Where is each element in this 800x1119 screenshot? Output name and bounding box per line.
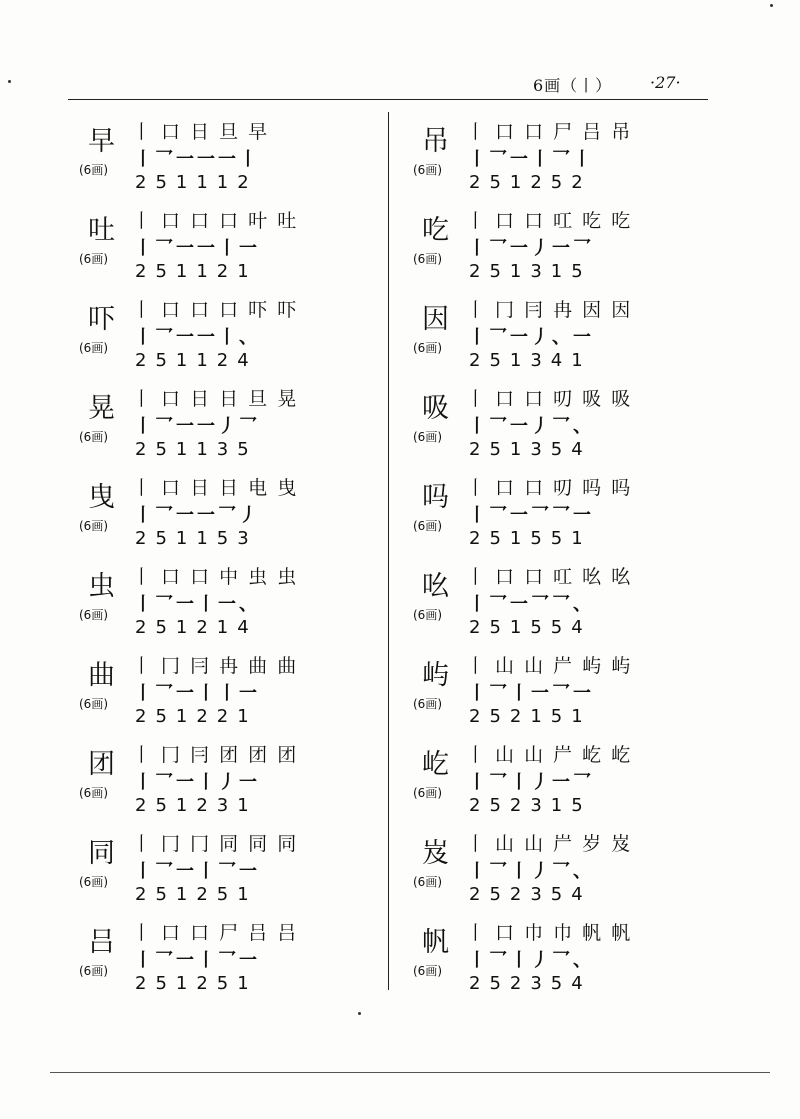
left-column <box>70 0 400 1119</box>
stroke-code: 251221 <box>135 706 258 727</box>
stroke-code: 251315 <box>469 261 592 282</box>
headword: 晃 <box>88 393 115 424</box>
char-entry <box>404 384 734 472</box>
stroke-sequence: 丨乛丨一乛一 <box>468 683 594 704</box>
stroke-progression: 丨 口 口 叿 吆 吆 <box>466 566 633 588</box>
stroke-code: 251341 <box>469 350 592 371</box>
stroke-sequence: 丨乛一丿乛、 <box>468 416 594 437</box>
stroke-count: (6画) <box>79 697 108 711</box>
char-entry <box>404 473 734 561</box>
stroke-sequence: 丨乛一丨乛一 <box>134 861 260 882</box>
stroke-count: (6画) <box>79 252 108 266</box>
stroke-sequence: 丨乛一丨丿一 <box>134 772 260 793</box>
headword: 吊 <box>422 126 449 157</box>
stroke-progression: 丨 山 山 屵 屿 屿 <box>466 655 633 677</box>
stroke-code: 251153 <box>135 528 258 549</box>
char-entry <box>404 651 734 739</box>
headword: 吐 <box>88 215 115 246</box>
char-entry <box>70 651 400 739</box>
char-entry <box>404 740 734 828</box>
stroke-progression: 丨 口 口 中 虫 虫 <box>132 566 299 588</box>
stroke-progression: 丨 口 日 日 旦 晃 <box>132 388 299 410</box>
stroke-progression: 丨 口 日 日 电 曳 <box>132 477 299 499</box>
stroke-sequence: 丨乛一乛乛一 <box>468 505 594 526</box>
headword: 屹 <box>422 749 449 780</box>
stroke-progression: 丨 口 巾 巾 帆 帆 <box>466 922 633 944</box>
stroke-progression: 丨 山 山 屵 岁 岌 <box>466 833 633 855</box>
stroke-count: (6画) <box>413 964 442 978</box>
char-entry <box>404 829 734 917</box>
headword: 帆 <box>422 927 449 958</box>
stroke-code: 251135 <box>135 439 258 460</box>
char-entry <box>404 206 734 294</box>
stroke-sequence: 丨乛一丨一、 <box>134 594 260 615</box>
headword: 吃 <box>422 215 449 246</box>
stroke-count: (6画) <box>79 964 108 978</box>
right-column <box>404 0 734 1119</box>
stroke-code: 251252 <box>469 172 592 193</box>
stroke-code: 251354 <box>469 439 592 460</box>
stroke-count: (6画) <box>413 875 442 889</box>
stroke-code: 251231 <box>135 795 258 816</box>
stroke-sequence: 丨乛一丨丨一 <box>134 683 260 704</box>
char-entry <box>404 918 734 1006</box>
stroke-count: (6画) <box>79 430 108 444</box>
margin-mark <box>8 80 11 83</box>
stroke-progression: 丨 口 口 口 吓 吓 <box>132 299 299 321</box>
headword: 吗 <box>422 482 449 513</box>
stroke-count: (6画) <box>79 608 108 622</box>
stroke-code: 251554 <box>469 617 592 638</box>
stroke-code: 252354 <box>469 973 592 994</box>
stroke-progression: 丨 口 口 叨 吗 吗 <box>466 477 633 499</box>
stroke-progression: 丨 冂 冂 同 同 同 <box>132 833 299 855</box>
page-number: ·27· <box>650 73 681 92</box>
stroke-code: 252354 <box>469 884 592 905</box>
char-entry <box>70 918 400 1006</box>
section-heading: 6画（丨） <box>533 76 613 95</box>
stroke-count: (6画) <box>413 519 442 533</box>
stroke-progression: 丨 口 口 叨 吸 吸 <box>466 388 633 410</box>
headword: 早 <box>88 126 115 157</box>
stroke-sequence: 丨乛一一一丨 <box>134 149 260 170</box>
stroke-count: (6画) <box>79 341 108 355</box>
stroke-count: (6画) <box>413 252 442 266</box>
char-entry <box>404 295 734 383</box>
stroke-sequence: 丨乛一一丿乛 <box>134 416 260 437</box>
headword: 虫 <box>88 571 115 602</box>
scan-edge-line <box>50 1072 770 1073</box>
stroke-progression: 丨 口 口 口 叶 吐 <box>132 210 299 232</box>
stroke-sequence: 丨乛一丿一乛 <box>468 238 594 259</box>
stroke-sequence: 丨乛丨丿乛、 <box>468 950 594 971</box>
stroke-progression: 丨 口 日 旦 早 <box>132 121 270 143</box>
char-entry <box>70 295 400 383</box>
stroke-count: (6画) <box>413 697 442 711</box>
stroke-code: 251251 <box>135 884 258 905</box>
char-entry <box>70 117 400 205</box>
stroke-sequence: 丨乛一一丨一 <box>134 238 260 259</box>
headword: 曲 <box>88 660 115 691</box>
stroke-count: (6画) <box>413 341 442 355</box>
stroke-progression: 丨 冂 冃 团 团 团 <box>132 744 299 766</box>
stroke-code: 251214 <box>135 617 258 638</box>
headword: 吸 <box>422 393 449 424</box>
stroke-sequence: 丨乛丨丿一乛 <box>468 772 594 793</box>
stroke-count: (6画) <box>413 430 442 444</box>
stroke-code: 251551 <box>469 528 592 549</box>
headword: 岌 <box>422 838 449 869</box>
stroke-count: (6画) <box>413 786 442 800</box>
char-entry <box>404 562 734 650</box>
headword: 曳 <box>88 482 115 513</box>
headword: 团 <box>88 749 115 780</box>
margin-mark <box>770 4 773 7</box>
stroke-code: 251251 <box>135 973 258 994</box>
char-entry <box>70 206 400 294</box>
char-entry <box>70 740 400 828</box>
stroke-sequence: 丨乛一乛乛、 <box>468 594 594 615</box>
headword: 因 <box>422 304 449 335</box>
stroke-sequence: 丨乛一丿、一 <box>468 327 594 348</box>
stroke-sequence: 丨乛丨丿乛、 <box>468 861 594 882</box>
stroke-code: 251124 <box>135 350 258 371</box>
char-entry <box>70 473 400 561</box>
stroke-count: (6画) <box>79 875 108 889</box>
stroke-code: 251112 <box>135 172 258 193</box>
char-entry <box>70 384 400 472</box>
stroke-sequence: 丨乛一丨乛丨 <box>468 149 594 170</box>
headword: 同 <box>88 838 115 869</box>
stroke-progression: 丨 冂 冃 冉 因 因 <box>466 299 633 321</box>
stroke-sequence: 丨乛一丨乛一 <box>134 950 260 971</box>
stroke-code: 252315 <box>469 795 592 816</box>
headword: 吆 <box>422 571 449 602</box>
stroke-progression: 丨 冂 冃 冉 曲 曲 <box>132 655 299 677</box>
stroke-code: 251121 <box>135 261 258 282</box>
stroke-progression: 丨 口 口 叿 吃 吃 <box>466 210 633 232</box>
stroke-progression: 丨 口 口 尸 吕 吊 <box>466 121 633 143</box>
stroke-count: (6画) <box>413 608 442 622</box>
headword: 吓 <box>88 304 115 335</box>
stroke-count: (6画) <box>413 163 442 177</box>
stroke-progression: 丨 山 山 屵 屹 屹 <box>466 744 633 766</box>
stroke-count: (6画) <box>79 163 108 177</box>
char-entry <box>70 562 400 650</box>
char-entry <box>404 117 734 205</box>
stroke-code: 252151 <box>469 706 592 727</box>
headword: 吕 <box>88 927 115 958</box>
stroke-count: (6画) <box>79 519 108 533</box>
stroke-sequence: 丨乛一一乛丿 <box>134 505 260 526</box>
stroke-progression: 丨 口 口 尸 吕 吕 <box>132 922 299 944</box>
headword: 屿 <box>422 660 449 691</box>
char-entry <box>70 829 400 917</box>
stroke-sequence: 丨乛一一丨、 <box>134 327 260 348</box>
stroke-count: (6画) <box>79 786 108 800</box>
